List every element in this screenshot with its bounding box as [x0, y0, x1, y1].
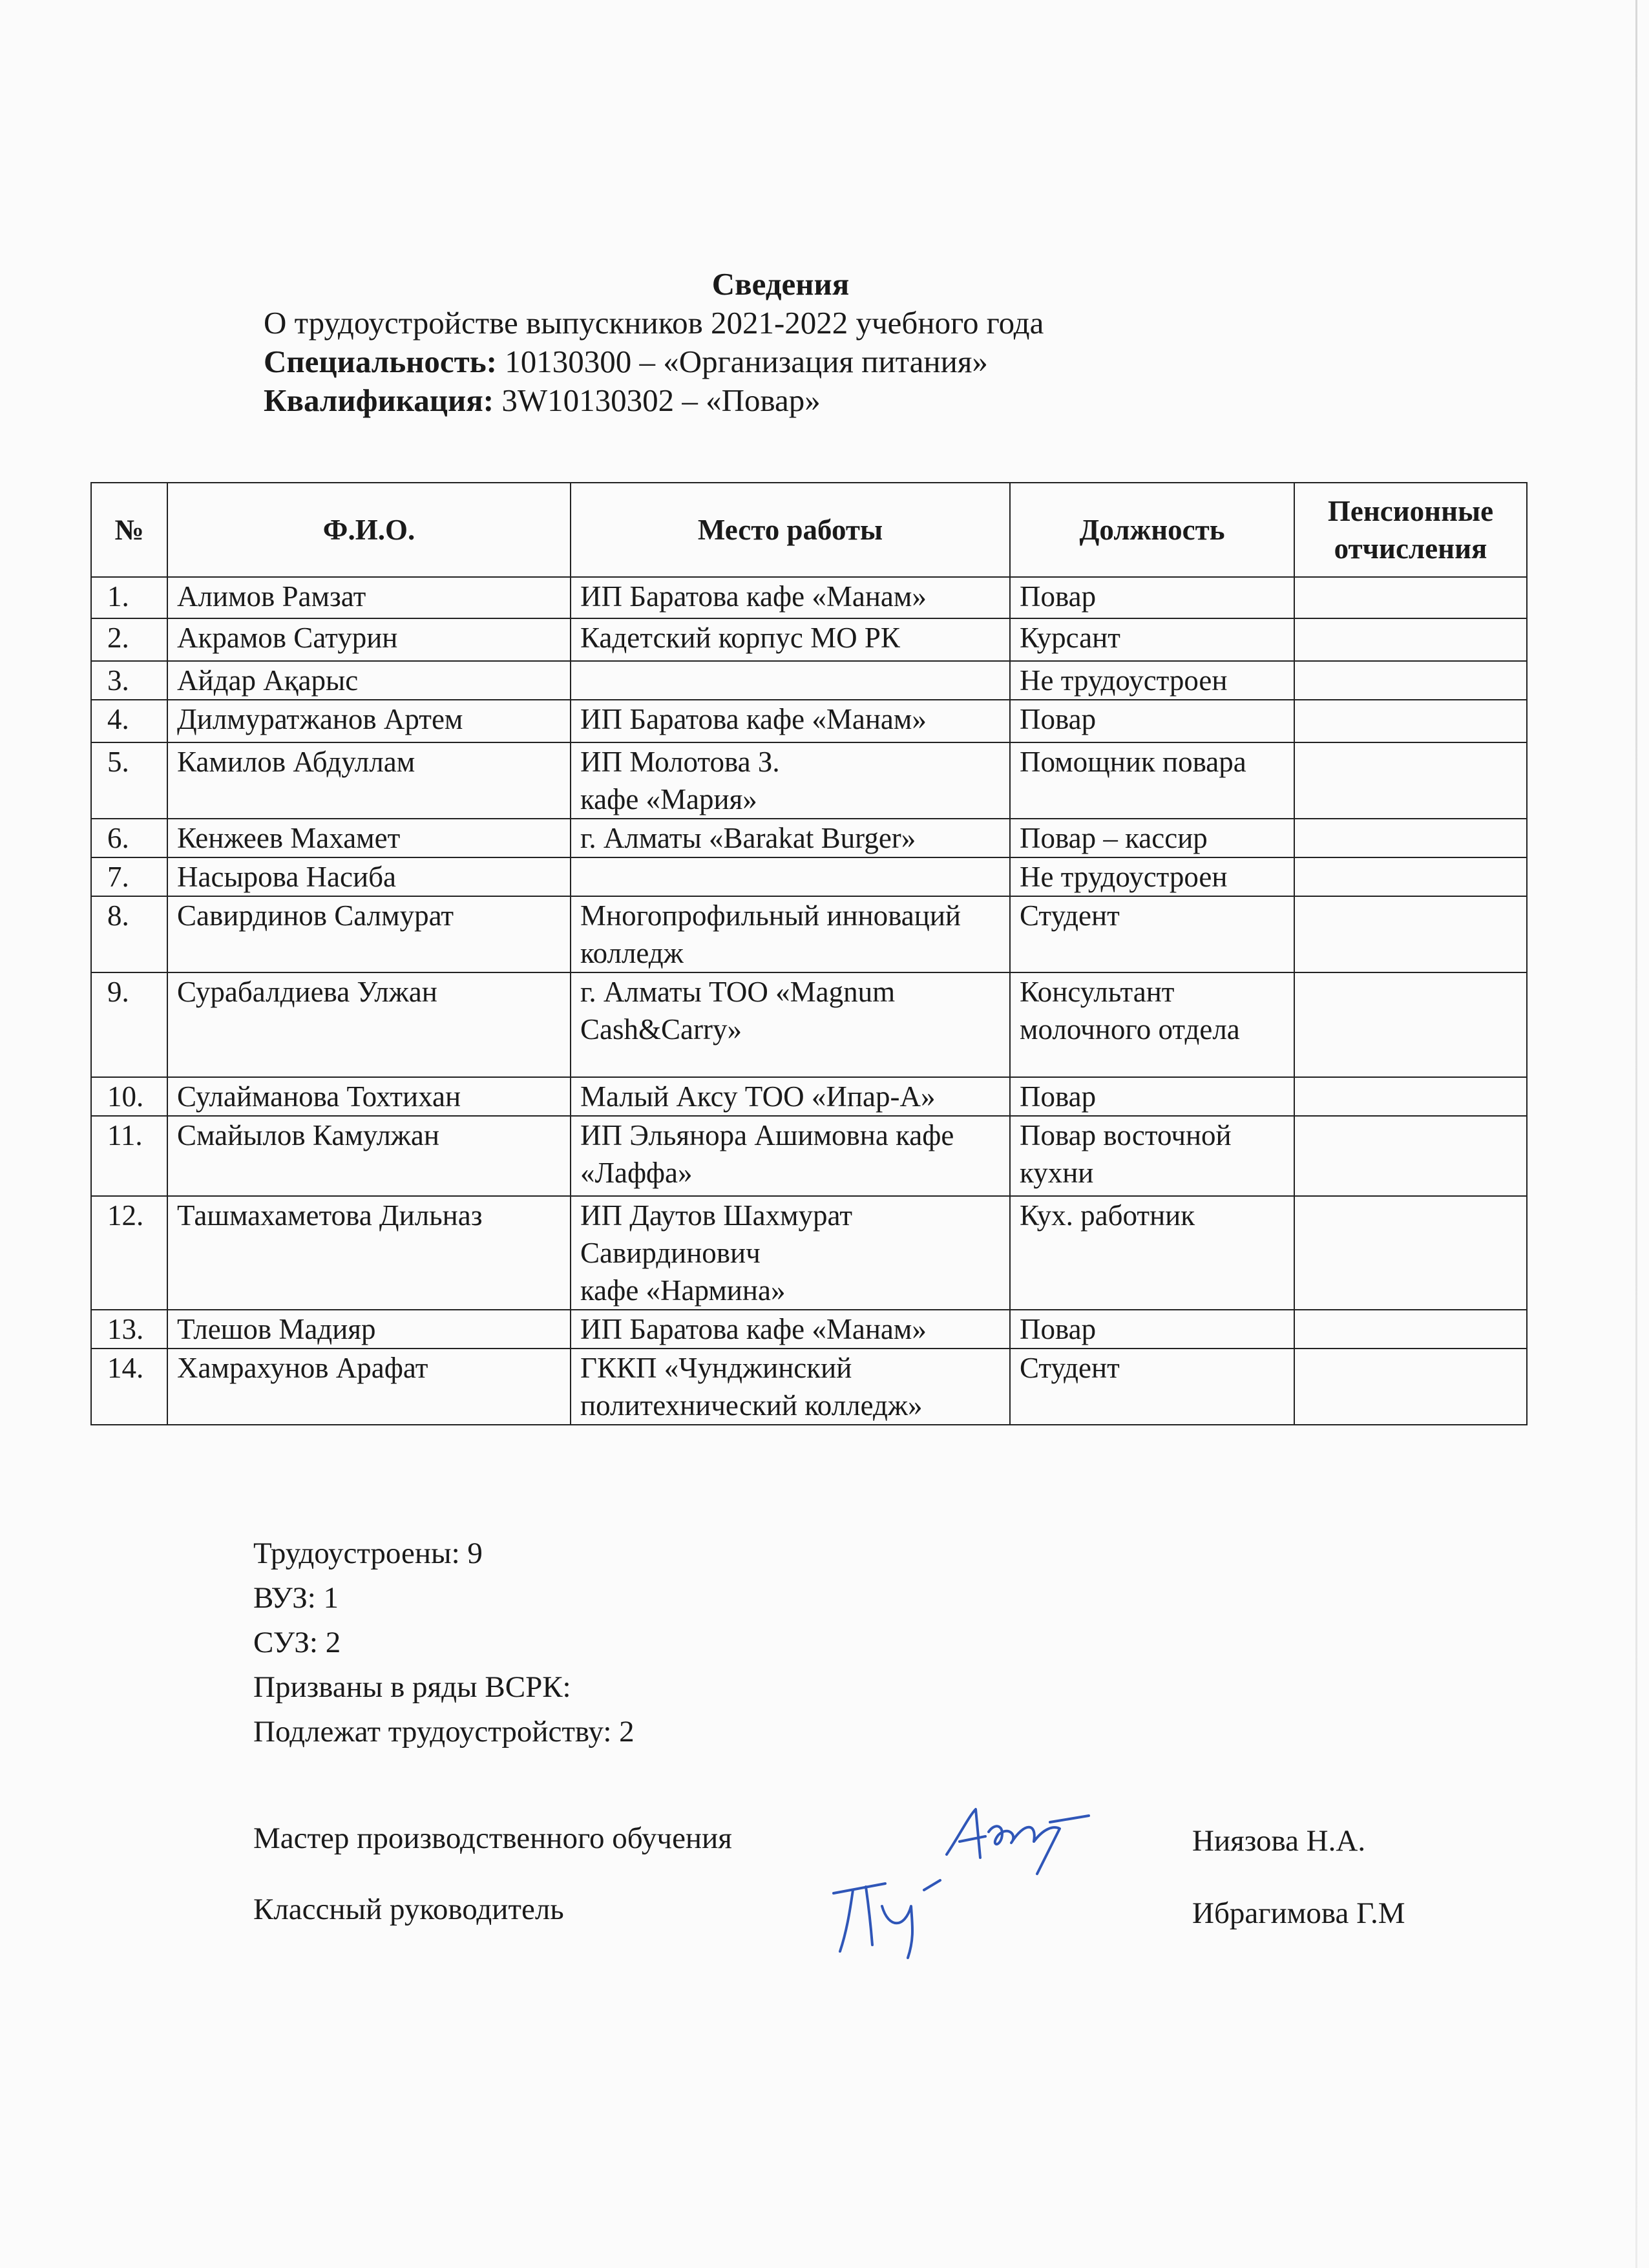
table-row: [91, 661, 1527, 700]
cell-position: Помощник повара: [1010, 742, 1294, 819]
column-header-name: Ф.И.О.: [167, 483, 571, 577]
cell-number: 1.: [91, 577, 167, 618]
cell-name: Акрамов Сатурин: [167, 618, 571, 661]
cell-pension: [1294, 1077, 1527, 1116]
summary-to-employ: Подлежат трудоустройству: 2: [253, 1715, 635, 1748]
qualification-label: Квалификация:: [264, 383, 494, 418]
cell-workplace: ИП Баратова кафе «Манам»: [571, 577, 1010, 618]
cell-position: Повар – кассир: [1010, 819, 1294, 857]
table-row: [91, 1196, 1527, 1310]
summary-block: [253, 1531, 635, 1754]
cell-pension: [1294, 577, 1527, 618]
document-subtitle: О трудоустройстве выпускников 2021-2022 учебного года: [264, 305, 1044, 341]
cell-pension: [1294, 661, 1527, 700]
cell-pension: [1294, 896, 1527, 972]
cell-number: 11.: [91, 1116, 167, 1196]
cell-position: Курсант: [1010, 618, 1294, 661]
table-row: [91, 1310, 1527, 1349]
summary-army: Призваны в ряды ВСРК:: [253, 1670, 571, 1704]
cell-workplace: Малый Аксу ТОО «Ипар-А»: [571, 1077, 1010, 1116]
cell-pension: [1294, 857, 1527, 896]
cell-pension: [1294, 700, 1527, 742]
cell-workplace: ИП Баратова кафе «Манам»: [571, 1310, 1010, 1349]
cell-workplace: Многопрофильный инноваций колледж: [571, 896, 1010, 972]
table-body: [91, 577, 1527, 1425]
table-header-row: [91, 483, 1527, 577]
cell-workplace: [571, 857, 1010, 896]
table-row: [91, 972, 1527, 1077]
cell-name: Савирдинов Салмурат: [167, 896, 571, 972]
table-row: [91, 618, 1527, 661]
cell-name: Хамрахунов Арафат: [167, 1349, 571, 1425]
cell-workplace: ГККП «Чунджинский политехнический колледж»: [571, 1349, 1010, 1425]
cell-name: Алимов Рамзат: [167, 577, 571, 618]
cell-number: 13.: [91, 1310, 167, 1349]
cell-workplace: Кадетский корпус МО РК: [571, 618, 1010, 661]
cell-number: 12.: [91, 1196, 167, 1310]
cell-name: Насырова Насиба: [167, 857, 571, 896]
cell-number: 10.: [91, 1077, 167, 1116]
table-row: [91, 700, 1527, 742]
cell-name: Ташмахаметова Дильназ: [167, 1196, 571, 1310]
cell-position: Консультант молочного отдела: [1010, 972, 1294, 1077]
cell-workplace: ИП Даутов Шахмурат Савирдинович кафе «Нармина»: [571, 1196, 1010, 1310]
curator-name: Ибрагимова Г.М: [1192, 1896, 1405, 1930]
cell-position: Повар: [1010, 1310, 1294, 1349]
cell-pension: [1294, 972, 1527, 1077]
cell-pension: [1294, 1310, 1527, 1349]
specialty-line: [264, 342, 1362, 381]
cell-pension: [1294, 742, 1527, 819]
cell-name: Тлешов Мадияр: [167, 1310, 571, 1349]
table-row: [91, 1349, 1527, 1425]
cell-number: 4.: [91, 700, 167, 742]
cell-position: Повар: [1010, 577, 1294, 618]
table-row: [91, 819, 1527, 857]
cell-number: 6.: [91, 819, 167, 857]
cell-position: Студент: [1010, 896, 1294, 972]
cell-position: Повар: [1010, 700, 1294, 742]
summary-employed: Трудоустроены: 9: [253, 1537, 483, 1570]
cell-number: 3.: [91, 661, 167, 700]
cell-number: 8.: [91, 896, 167, 972]
cell-position: Не трудоустроен: [1010, 661, 1294, 700]
cell-workplace: г. Алматы ТОО «Magnum Cash&Carry»: [571, 972, 1010, 1077]
cell-position: Кух. работник: [1010, 1196, 1294, 1310]
cell-name: Камилов Абдуллам: [167, 742, 571, 819]
cell-pension: [1294, 819, 1527, 857]
column-header-number: №: [91, 483, 167, 577]
table-row: [91, 896, 1527, 972]
table-row: [91, 1116, 1527, 1196]
summary-university: ВУЗ: 1: [253, 1581, 339, 1615]
cell-position: Повар восточной кухни: [1010, 1116, 1294, 1196]
summary-college: СУЗ: 2: [253, 1626, 341, 1659]
cell-pension: [1294, 1196, 1527, 1310]
cell-workplace: ИП Эльянора Ашимовна кафе «Лаффа»: [571, 1116, 1010, 1196]
column-header-pension: Пенсионные отчисления: [1294, 483, 1527, 577]
curator-signature-stroke: [834, 1880, 940, 1958]
master-signature-stroke: [947, 1809, 1089, 1874]
qualification-line: [264, 381, 1362, 420]
cell-workplace: ИП Баратова кафе «Манам»: [571, 700, 1010, 742]
graduates-table: [90, 482, 1528, 1425]
document-title: Сведения: [711, 266, 850, 302]
master-title: Мастер производственного обучения: [253, 1822, 732, 1855]
cell-pension: [1294, 1349, 1527, 1425]
cell-pension: [1294, 1116, 1527, 1196]
cell-position: Не трудоустроен: [1010, 857, 1294, 896]
curator-signature: [827, 1867, 956, 1964]
cell-name: Кенжеев Махамет: [167, 819, 571, 857]
cell-number: 5.: [91, 742, 167, 819]
cell-position: Студент: [1010, 1349, 1294, 1425]
cell-pension: [1294, 618, 1527, 661]
table-row: [91, 1077, 1527, 1116]
cell-number: 14.: [91, 1349, 167, 1425]
column-header-position: Должность: [1010, 483, 1294, 577]
column-header-workplace: Место работы: [571, 483, 1010, 577]
qualification-value: 3W10130302 – «Повар»: [501, 383, 821, 418]
cell-workplace: г. Алматы «Barakat Burger»: [571, 819, 1010, 857]
cell-workplace: ИП Молотова З. кафе «Мария»: [571, 742, 1010, 819]
curator-title: Классный руководитель: [253, 1893, 564, 1926]
master-signature: [940, 1796, 1095, 1880]
master-name: Ниязова Н.А.: [1192, 1824, 1366, 1858]
cell-name: Сулайманова Тохтихан: [167, 1077, 571, 1116]
cell-name: Сурабалдиева Улжан: [167, 972, 571, 1077]
cell-name: Айдар Ақарыс: [167, 661, 571, 700]
cell-number: 9.: [91, 972, 167, 1077]
page-edge: [1635, 0, 1637, 2268]
document-header: [264, 265, 1362, 420]
specialty-label: Специальность:: [264, 344, 497, 379]
cell-position: Повар: [1010, 1077, 1294, 1116]
cell-name: Дилмуратжанов Артем: [167, 700, 571, 742]
cell-number: 2.: [91, 618, 167, 661]
specialty-value: 10130300 – «Организация питания»: [505, 344, 988, 379]
table-row: [91, 857, 1527, 896]
cell-workplace: [571, 661, 1010, 700]
table-row: [91, 577, 1527, 618]
cell-name: Смайылов Камулжан: [167, 1116, 571, 1196]
cell-number: 7.: [91, 857, 167, 896]
table-row: [91, 742, 1527, 819]
